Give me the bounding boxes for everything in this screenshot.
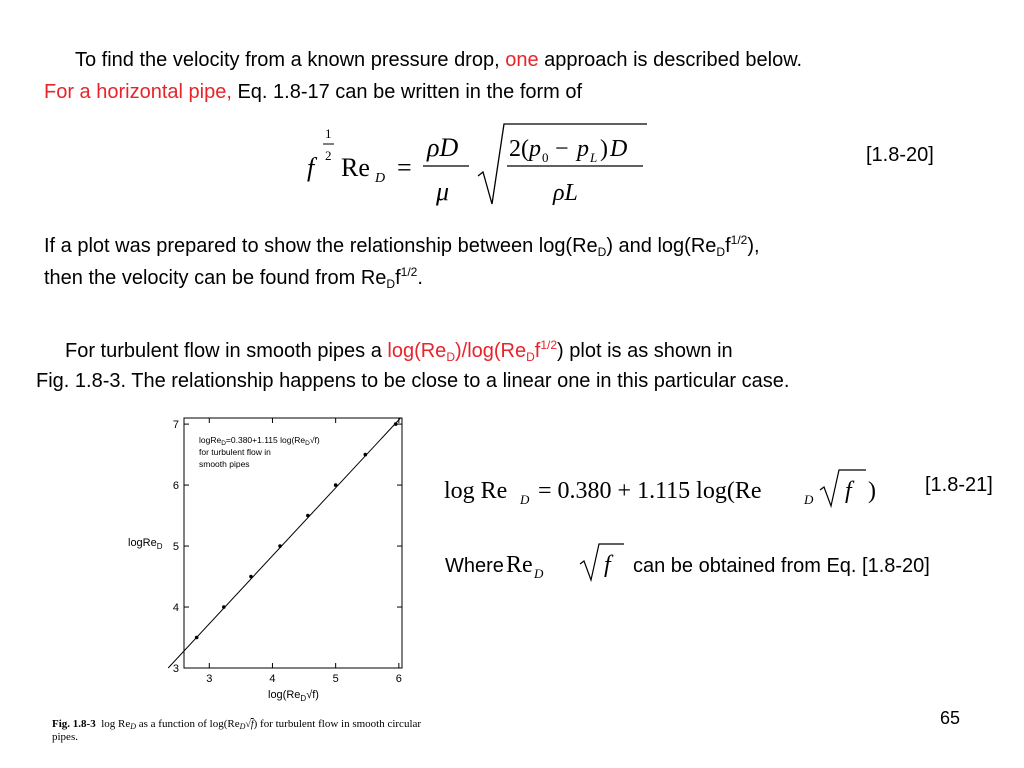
svg-text:L: L bbox=[590, 150, 598, 165]
x-tick-label: 4 bbox=[269, 673, 276, 685]
p2-sub-3: D bbox=[386, 277, 396, 291]
intro-text-a: To find the velocity from a known pressure drop, bbox=[75, 49, 506, 71]
plot-explanation-line-2 bbox=[44, 265, 423, 291]
svg-text:log Re: log Re bbox=[444, 478, 508, 504]
data-point bbox=[364, 453, 368, 457]
caption-label: Fig. 1.8-3 bbox=[52, 718, 96, 730]
p2-sup-2: 1/2 bbox=[400, 265, 418, 279]
plot-explanation-line-1 bbox=[44, 233, 760, 259]
svg-text:): ) bbox=[600, 136, 608, 162]
equation-tag-1-8-20: [1.8-20] bbox=[866, 144, 934, 166]
svg-text:D: D bbox=[375, 171, 386, 186]
p2-text-g: . bbox=[417, 267, 423, 289]
where-formula bbox=[504, 540, 628, 586]
svg-text:2: 2 bbox=[325, 148, 332, 163]
svg-text:D: D bbox=[804, 492, 814, 507]
intro-highlight-one: one bbox=[505, 49, 539, 71]
svg-text:2(: 2( bbox=[509, 136, 529, 162]
intro-text-c: approach is described below. bbox=[538, 49, 803, 71]
p2-sub-2: D bbox=[716, 245, 726, 259]
svg-text:D: D bbox=[534, 566, 544, 581]
legend-line-2: for turbulent flow in bbox=[199, 447, 271, 457]
p2-text-d: ), bbox=[747, 235, 760, 257]
y-tick-label: 7 bbox=[172, 419, 179, 432]
svg-text:μ: μ bbox=[436, 177, 450, 206]
p2-text-e: then the velocity can be found from Re bbox=[44, 267, 387, 289]
y-axis-label: logRe$_D$ bbox=[128, 537, 163, 551]
legend-line-1: logRe$_D$=0.380+1.115 $\log(Re_D√f)$ bbox=[199, 435, 320, 447]
x-tick-label: 3 bbox=[206, 673, 213, 685]
intro-line-2 bbox=[44, 79, 582, 105]
svg-text:= 0.380 + 1.115 log(Re: = 0.380 + 1.115 log(Re bbox=[538, 478, 762, 504]
p2-text-f: f bbox=[395, 267, 401, 289]
data-point bbox=[249, 575, 253, 579]
equation-1-8-20 bbox=[295, 118, 655, 214]
caption-text-b: as a function of log(Re bbox=[136, 718, 240, 730]
p3-highlight bbox=[387, 340, 557, 362]
p3-text-d: f bbox=[534, 340, 541, 362]
x-axis-label: $\log(Re_D√f)$ bbox=[268, 689, 319, 703]
data-point bbox=[195, 636, 199, 640]
equation-1-8-21 bbox=[440, 462, 890, 512]
caption-text-d: pipes. bbox=[52, 731, 78, 743]
svg-text:p: p bbox=[577, 136, 589, 162]
where-label: Where bbox=[445, 555, 504, 577]
intro-line-1 bbox=[75, 47, 802, 73]
p2-text-a: If a plot was prepared to show the relationship between log(Re bbox=[44, 235, 598, 257]
equation-tag-1-8-21: [1.8-21] bbox=[925, 474, 993, 496]
caption-text-a: log Re bbox=[101, 718, 131, 730]
x-tick-label: 5 bbox=[332, 673, 339, 685]
p3-text-c: )/log(Re bbox=[454, 340, 527, 362]
figure-caption: Fig. 1.8-3 $\log Re_D$ as a function of $\log(Re_D√f)$ for turbulent flow in smooth circular pipes. bbox=[52, 718, 422, 743]
p3-sup-1: 1/2 bbox=[540, 338, 558, 352]
data-point bbox=[278, 544, 282, 548]
intro-text-e: Eq. 1.8-17 can be written in the form of bbox=[231, 81, 583, 103]
svg-text:ρL: ρL bbox=[553, 180, 578, 206]
svg-text:f: f bbox=[604, 552, 611, 578]
p2-text-c: f bbox=[725, 235, 731, 257]
svg-text:p: p bbox=[529, 136, 541, 162]
p3-text-e: ) plot is as shown in bbox=[557, 340, 733, 362]
svg-text:Re: Re bbox=[341, 153, 370, 182]
svg-text:0: 0 bbox=[542, 150, 549, 165]
p3-sub-1: D bbox=[446, 350, 455, 364]
x-tick-label: 6 bbox=[395, 673, 402, 685]
svg-text:−: − bbox=[555, 136, 569, 162]
turbulent-line-2: Fig. 1.8-3. The relationship happens to be close to a linear one in this particular case. bbox=[36, 370, 790, 392]
page-number: 65 bbox=[940, 708, 961, 728]
svg-text:1: 1 bbox=[325, 126, 332, 141]
legend-line-3: smooth pipes bbox=[199, 459, 250, 469]
svg-text:ρD: ρD bbox=[427, 133, 459, 162]
intro-highlight-horizontal: For a horizontal pipe, bbox=[44, 81, 232, 103]
caption-text-c: ) for turbulent flow in smooth circular bbox=[253, 718, 422, 730]
svg-text:=: = bbox=[397, 153, 412, 182]
svg-text:f: f bbox=[307, 153, 315, 182]
data-point bbox=[334, 483, 338, 487]
svg-text:D: D bbox=[610, 136, 628, 162]
turbulent-line-1 bbox=[65, 338, 733, 364]
p2-sup-1: 1/2 bbox=[730, 233, 748, 247]
svg-text:f: f bbox=[845, 478, 852, 504]
figure-1-8-3-chart bbox=[120, 410, 420, 710]
data-point bbox=[306, 514, 310, 518]
data-point bbox=[222, 605, 226, 609]
where-text: can be obtained from Eq. [1.8-20] bbox=[633, 555, 930, 577]
y-tick-label: 5 bbox=[172, 541, 179, 554]
p3-text-a: For turbulent flow in smooth pipes a bbox=[65, 340, 388, 362]
svg-text:D: D bbox=[520, 492, 530, 507]
y-tick-label: 4 bbox=[172, 602, 179, 615]
p3-sub-2: D bbox=[526, 350, 535, 364]
svg-text:): ) bbox=[868, 478, 876, 504]
p2-text-b: ) and log(Re bbox=[606, 235, 717, 257]
p3-text-b: log(Re bbox=[387, 340, 447, 362]
y-tick-label: 3 bbox=[172, 663, 179, 675]
p2-sub-1: D bbox=[597, 245, 607, 259]
y-tick-label: 6 bbox=[172, 480, 179, 493]
svg-text:Re: Re bbox=[506, 552, 533, 578]
data-point bbox=[394, 422, 398, 426]
